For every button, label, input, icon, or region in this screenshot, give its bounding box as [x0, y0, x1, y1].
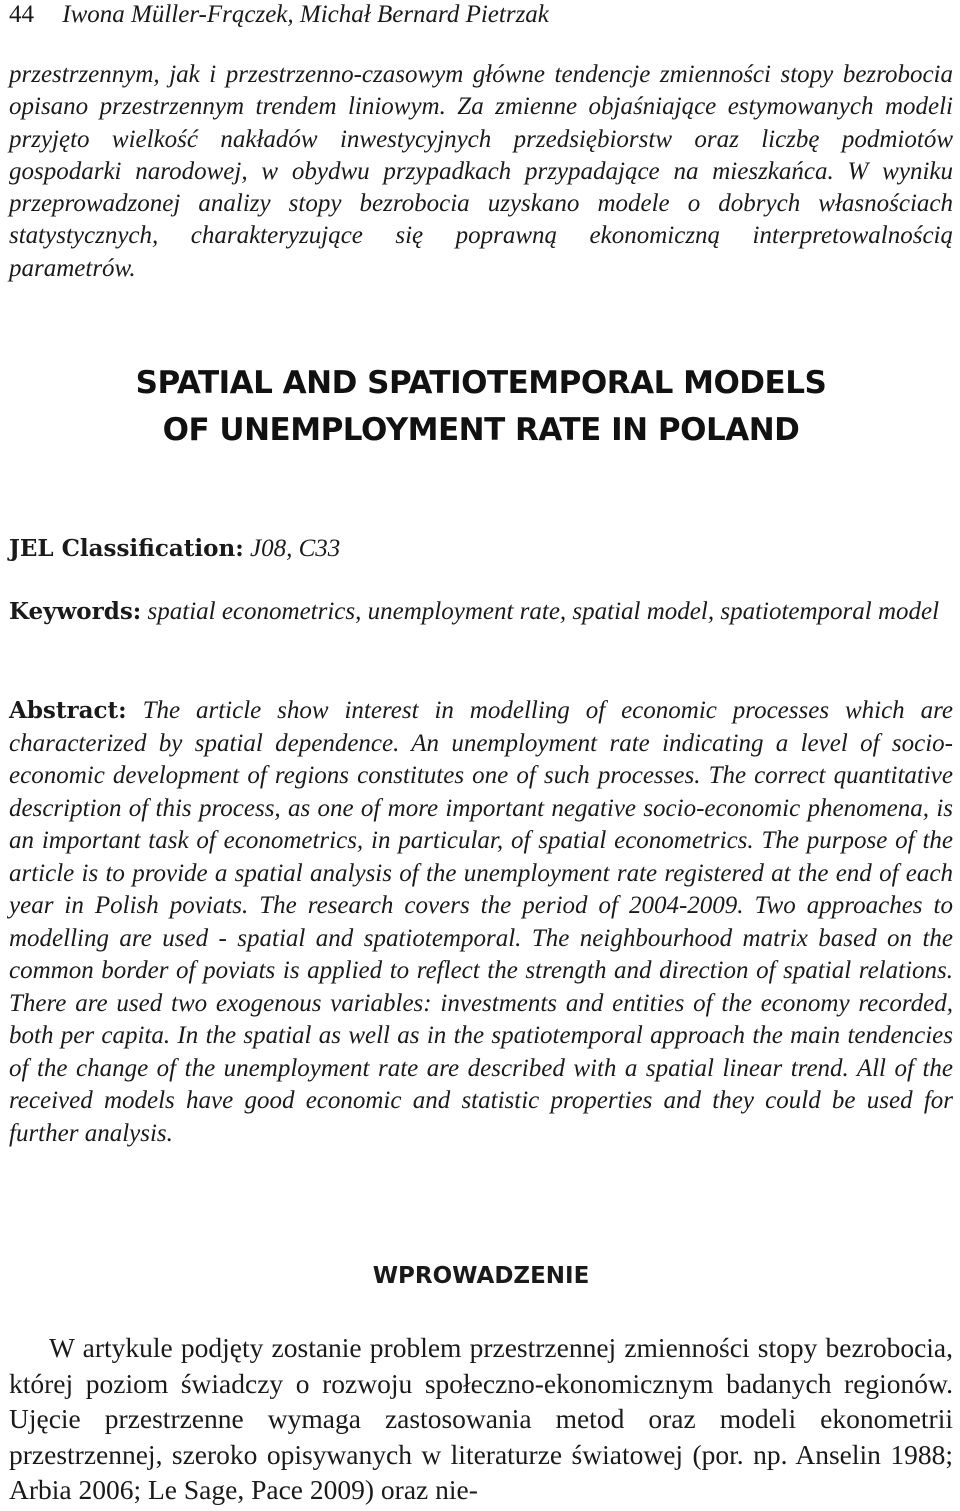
running-header [9, 0, 953, 30]
abstract-label: Abstract: [9, 697, 127, 724]
english-title-line-1: SPATIAL AND SPATIOTEMPORAL MODELS [135, 365, 827, 401]
jel-classification [9, 533, 953, 566]
page-number: 44 [9, 1, 34, 28]
abstract [9, 695, 953, 1150]
keywords-label: Keywords: [9, 598, 142, 625]
running-authors: Iwona Müller-Frączek, Michał Bernard Pietrzak [62, 1, 549, 28]
jel-label: JEL Classification: [9, 535, 244, 562]
jel-value: J08, C33 [249, 535, 341, 562]
keywords-value: spatial econometrics, unemployment rate, spatial model, spatiotemporal model [147, 598, 940, 625]
intro-paragraph: W artykule podjęty zostanie problem przestrzennej zmienności stopy bezrobocia, której poziom świadczy o rozwoju społeczno-ekonomicznym badanych regionów. Ujęcie przestrzenne wymaga zastosowania metod oraz modeli ekonometrii przestrzennej, szeroko opisywanych w literaturze światowej (por. np. Anselin 1988; Arbia 2006; Le Sage, Pace 2009) oraz nie- [9, 1332, 953, 1505]
english-title [9, 360, 953, 454]
abstract-text: The article show interest in modelling of economic processes which are characterized by spatial dependence. An unemployment rate indicating a level of socio-economic development of regions constitutes one of such processes. The correct quantitative description of this process, as one of more important negative socio-economic phenomena, is an important task of econometrics, in particular, of spatial econometrics. The purpose of the article is to provide a spatial analysis of the unemployment rate registered at the end of each year in Polish poviats. The research covers the period of 2004-2009. Two approaches to modelling are used - spatial and spatiotemporal. The neighbourhood matrix based on the common border of poviats is applied to reflect the strength and direction of spatial relations. There are used two exogenous variables: investments and entities of the economy recorded, both per capita. In the spatial as well as in the spatiotemporal approach the main tendencies of the change of the unemployment rate are described with a spatial linear trend. All of the received models have good economic and statistic properties and they could be used for further analysis. [9, 697, 953, 1147]
english-title-line-2: OF UNEMPLOYMENT RATE IN POLAND [162, 412, 800, 448]
section-heading: WPROWADZENIE [372, 1263, 590, 1289]
keywords [9, 596, 953, 629]
polish-summary-paragraph: przestrzennym, jak i przestrzenno-czasowym główne tendencje zmienności stopy bezrobocia opisano przestrzennym trendem liniowym. Za zmienne objaśniające estymowanych modeli przyjęto wielkość nakładów inwestycyjnych przedsiębiorstw oraz liczbę podmiotów gospodarki narodowej, w obydwu przypadkach przypadające na mieszkańca. W wyniku przeprowadzonej analizy stopy bezrobocia uzyskano modele o dobrych własnościach statystycznych, charakteryzujące się poprawną ekonomiczną interpretowalnością parametrów. [9, 61, 953, 282]
